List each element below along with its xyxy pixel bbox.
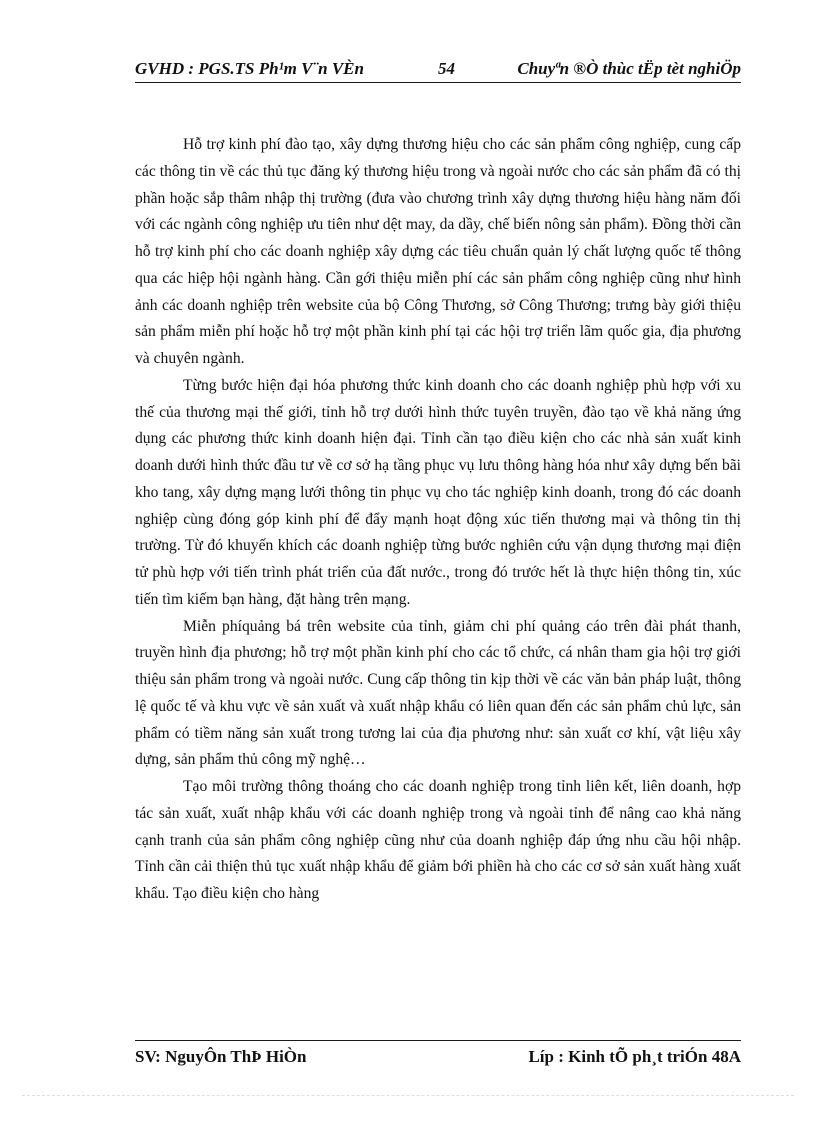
- paragraph: Miễn phíquảng bá trên website của tỉnh, giảm chi phí quảng cáo trên đài phát thanh, truyền hình địa phương; hỗ trợ một phần kinh phí cho các tổ chức, cá nhân tham gia hội trợ giới thiệu sản phẩm trong và ngoài nước. Cung cấp thông tin kịp thời về các văn bản pháp luật, thông lệ quốc tế và khu vực về sản xuất và xuất nhập khẩu có liên quan đến các sản phẩm chủ lực, sản phẩm có tiềm năng sản xuất trong tương lai của địa phương như: sản xuất cơ khí, vật liệu xây dựng, sản phẩm thủ công mỹ nghệ…: [135, 617, 741, 769]
- paragraph: Hỗ trợ kinh phí đào tạo, xây dựng thương hiệu cho các sản phẩm công nghiệp, cung cấp các thông tin về các thủ tục đăng ký thương hiệu trong và ngoài nước cho các sản phẩm đã có thị phần hoặc sắp thâm nhập thị trường (đưa vào chương trình xây dựng thương hiệu hàng năm đối với các ngành công nghiệp ưu tiên như dệt may, da dầy, chế biến nông sản phẩm). Đồng thời cần hỗ trợ kinh phí cho các doanh nghiệp xây dựng các tiêu chuẩn quản lý chất lượng quốc tế thông qua các hiệp hội ngành hàng. Cần gới thiệu miễn phí các sản phẩm công nghiệp cũng như hình ảnh các doanh nghiệp trên website của bộ Công Thương, sở Công Thương; trưng bày giới thiệu sản phẩm miễn phí hoặc hỗ trợ một phần kinh phí tại các hội trợ triển lãm quốc gia, địa phương và chuyên ngành.: [135, 136, 741, 367]
- paragraph: Từng bước hiện đại hóa phương thức kinh doanh cho các doanh nghiệp phù hợp với xu thế của thương mại thế giới, tỉnh hỗ trợ dưới hình thức tuyên truyền, đào tạo về khả năng ứng dụng các phương thức kinh doanh hiện đại. Tỉnh cần tạo điều kiện cho các nhà sản xuất kinh doanh dưới hình thức đầu tư về cơ sở hạ tầng phục vụ lưu thông hàng hóa như xây dựng bến bãi kho tang, xây dựng mạng lưới thông tin phục vụ cho tác nghiệp kinh doanh, trong đó các doanh nghiệp cùng đóng góp kinh phí để đẩy mạnh hoạt động xúc tiến thương mại và thông tin thị trường. Từ đó khuyến khích các doanh nghiệp từng bước nghiên cứu vận dụng thương mại điện tử phù hợp với tiến trình phát triển của đất nước., trong đó trước hết là thực hiện thông tin, xúc tiến tìm kiếm bạn hàng, đặt hàng trên mạng.: [135, 376, 741, 608]
- footer-student: SV: NguyÔn ThÞ HiÒn: [135, 1047, 307, 1066]
- page-header: [135, 58, 741, 83]
- header-advisor: GVHD : PGS.TS Ph¹m V¨n VÈn: [135, 59, 364, 78]
- page-footer: [135, 1040, 741, 1067]
- page-number: 54: [438, 59, 455, 78]
- page-edge-divider: [22, 1095, 794, 1096]
- paragraph: Tạo môi trường thông thoáng cho các doanh nghiệp trong tỉnh liên kết, liên doanh, hợp tác sản xuất, xuất nhập khẩu với các doanh nghiệp trong và ngoài tỉnh để nâng cao khả năng cạnh tranh của sản phẩm công nghiệp cũng như của doanh nghiệp đáp ứng nhu cầu hội nhập. Tỉnh cần cải thiện thủ tục xuất nhập khẩu để giảm bới phiền hà cho các cơ sở sản xuất hàng xuất khẩu. Tạo điều kiện cho hàng: [135, 778, 741, 902]
- body-text: [135, 132, 741, 908]
- header-title: Chuyªn ®Ò thùc tËp tèt nghiÖp: [517, 59, 741, 78]
- footer-class: Líp : Kinh tÕ ph¸t triÓn 48A: [528, 1047, 741, 1066]
